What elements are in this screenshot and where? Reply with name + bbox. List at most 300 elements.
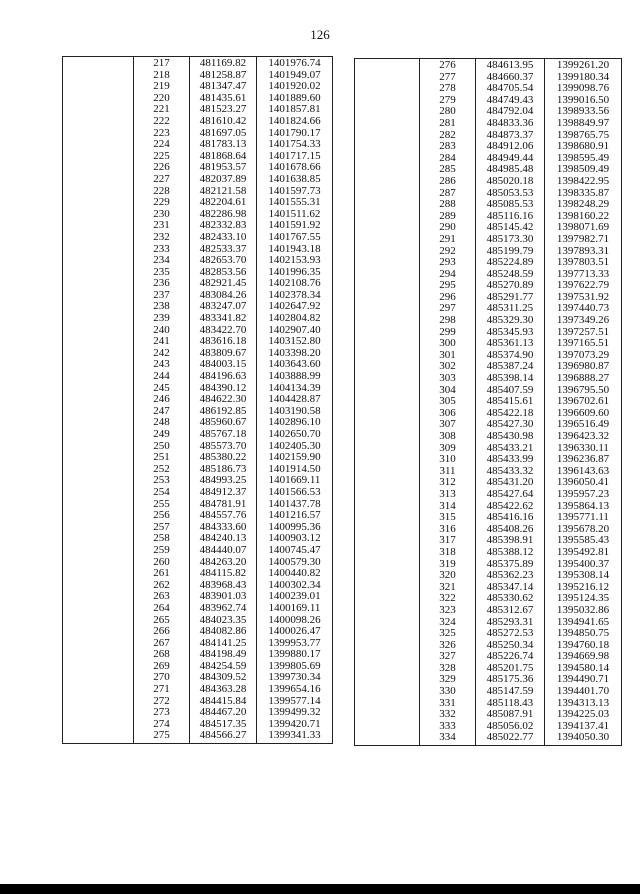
table-cell: 228	[153, 184, 170, 197]
table-cell: 264	[153, 601, 170, 614]
table-cell: 325	[439, 627, 456, 640]
table-cell: 485293.31	[486, 615, 534, 628]
table-cell: 1401216.57	[268, 509, 321, 522]
table-cell: 1399654.16	[268, 683, 321, 696]
table-cell: 1398680.91	[556, 140, 610, 153]
table-cell: 481169.82	[199, 57, 247, 69]
table-cell: 484254.59	[199, 659, 247, 672]
table-cell: 484613.95	[486, 59, 534, 71]
table-cell: 484440.07	[199, 543, 247, 556]
table-cell: 1397440.73	[556, 302, 610, 315]
table-cell: 1402804.82	[268, 312, 321, 325]
table-cell: 258	[153, 532, 170, 545]
table-cell: 298	[439, 314, 456, 327]
table-cell: 286	[439, 174, 456, 187]
table-cell: 484141.25	[199, 636, 247, 649]
table-cell: 1399261.20	[556, 59, 610, 71]
table-cell: 274	[153, 717, 170, 730]
table-cell: 1396516.49	[556, 418, 610, 431]
table-cell: 485329.30	[486, 314, 534, 327]
table-cell: 220	[153, 91, 170, 104]
table-cell: 256	[153, 509, 170, 522]
table-cell: 1394137.41	[556, 719, 610, 732]
table-cell: 267	[153, 636, 170, 649]
table-cell: 483341.82	[199, 312, 247, 325]
table-cell: 1401597.73	[268, 184, 321, 197]
table-cell: 1394490.71	[556, 673, 610, 686]
table-cell: 218	[153, 68, 170, 81]
table-cell: 485056.02	[486, 719, 534, 732]
table-cell: 1398335.87	[556, 186, 610, 199]
table-cell: 311	[439, 464, 456, 477]
table-cell: 1401717.15	[268, 149, 321, 162]
table-cell: 305	[439, 395, 456, 408]
table-cell: 303	[439, 372, 456, 385]
table-cell: 237	[153, 288, 170, 301]
table-cell: 221	[153, 103, 170, 116]
table-cell: 485388.12	[486, 545, 534, 558]
table-cell: 222	[153, 114, 170, 127]
page-number: 126	[310, 27, 330, 42]
table-cell: 485433.21	[486, 441, 534, 454]
table-cell: 485116.16	[486, 209, 534, 222]
table-cell: 485398.91	[486, 534, 534, 547]
table-cell: 485226.74	[486, 650, 534, 663]
table-cell: 322	[439, 592, 456, 605]
table-cell: 1402907.40	[268, 323, 321, 336]
table-cell: 482204.61	[199, 196, 247, 209]
table-cell: 266	[153, 625, 170, 638]
table-cell: 1399180.34	[556, 70, 610, 83]
table-cell: 251	[153, 451, 170, 464]
table-cell: 485347.14	[486, 580, 534, 593]
table-cell: 484833.36	[486, 116, 534, 129]
table-cell: 481258.87	[199, 68, 247, 81]
table-cell: 1398160.22	[556, 209, 610, 222]
table-cell: 485053.53	[486, 186, 534, 199]
table-cell: 1404428.87	[268, 393, 321, 406]
table-cell: 302	[439, 360, 456, 373]
table-cell: 485270.89	[486, 279, 534, 292]
table-cell: 1399880.17	[268, 648, 321, 661]
table-cell: 261	[153, 567, 170, 580]
table-cell: 1400302.34	[268, 578, 321, 591]
table-cell: 1401511.62	[268, 207, 321, 220]
table-cell: 1400745.47	[268, 543, 321, 556]
table-cell: 1394850.75	[556, 627, 610, 640]
table-cell: 484912.37	[199, 485, 247, 498]
table-cell: 1398509.49	[556, 163, 610, 176]
table-cell: 1401857.81	[268, 103, 321, 116]
table-cell: 485427.64	[486, 487, 534, 500]
table-cell: 1397803.51	[556, 256, 610, 269]
table-cell: 482286.98	[199, 207, 247, 220]
table-cell: 485431.20	[486, 476, 534, 489]
table-cell: 265	[153, 613, 170, 626]
scan-border	[0, 884, 640, 894]
table-cell: 485224.89	[486, 256, 534, 269]
table-cell: 332	[439, 708, 456, 721]
table-cell: 299	[439, 325, 456, 338]
table-cell: 233	[153, 242, 170, 255]
table-cell: 315	[439, 511, 456, 524]
table-cell: 257	[153, 520, 170, 533]
table-cell: 1394941.65	[556, 615, 610, 628]
table-cell: 484467.20	[199, 706, 247, 719]
table-cell: 1396330.11	[557, 441, 609, 454]
table-cell: 277	[439, 70, 456, 83]
table-cell: 1401754.33	[268, 138, 321, 151]
table-cell: 483247.07	[199, 300, 247, 313]
table-cell: 1401920.02	[268, 80, 321, 93]
table-cell: 484333.60	[199, 520, 247, 533]
table-cell: 482037.89	[199, 172, 247, 185]
table-cell: 485415.61	[486, 395, 534, 408]
table-cell: 243	[153, 358, 170, 371]
table-cell: 1401889.60	[268, 91, 321, 104]
table-cell: 486192.85	[199, 404, 247, 417]
table-cell: 1394313.13	[556, 696, 610, 709]
table-cell: 295	[439, 279, 456, 292]
table-cell: 262	[153, 578, 170, 591]
table-cell: 313	[439, 487, 456, 500]
table-cell: 297	[439, 302, 456, 315]
table-cell: 1404134.39	[268, 381, 321, 394]
table-cell: 485147.59	[486, 685, 534, 698]
table-cell: 484517.35	[199, 717, 247, 730]
table-cell: 219	[153, 80, 170, 93]
table-cell: 249	[153, 428, 170, 440]
table-cell: 1397893.31	[556, 244, 610, 257]
table-cell: 242	[153, 346, 170, 359]
table-cell: 482653.70	[199, 254, 247, 267]
table-cell: 485407.59	[486, 383, 534, 396]
table-cell: 285	[439, 163, 456, 176]
table-cell: 1399420.71	[268, 717, 321, 730]
table-cell: 301	[439, 348, 456, 361]
table-cell: 485118.43	[486, 696, 534, 709]
table-cell: 294	[439, 267, 456, 280]
table-cell: 1401638.85	[268, 172, 321, 185]
table-cell: 1399341.33	[268, 729, 321, 742]
table-cell: 1396236.87	[556, 453, 610, 466]
table-cell: 254	[153, 485, 170, 498]
table-cell: 485248.59	[486, 267, 534, 280]
table-cell: 1396609.60	[556, 406, 610, 419]
blank-column	[355, 59, 420, 746]
table-cell: 1395771.11	[557, 511, 609, 524]
table-cell: 485345.93	[486, 325, 534, 338]
table-cell: 226	[153, 161, 170, 174]
table-cell: 253	[153, 474, 170, 487]
table-cell: 247	[153, 404, 170, 417]
table-cell: 279	[439, 93, 456, 106]
table-cell: 330	[439, 685, 456, 698]
table-cell: 484309.52	[199, 671, 247, 684]
table-cell: 310	[439, 453, 456, 466]
table-cell: 1402647.92	[268, 300, 321, 313]
table-cell: 1401824.66	[268, 114, 321, 127]
table-cell: 1401669.11	[268, 474, 321, 487]
table-cell: 225	[153, 149, 170, 162]
table-cell: 217	[153, 57, 170, 69]
table-cell: 284	[439, 151, 456, 164]
table-cell: 1401976.74	[268, 57, 321, 69]
table-cell: 481783.13	[199, 138, 247, 151]
table-cell: 1399805.69	[268, 659, 321, 672]
table-cell: 318	[439, 545, 456, 558]
table-cell: 1402405.30	[268, 439, 321, 452]
table-cell: 1398765.75	[556, 128, 610, 141]
table-row	[63, 57, 333, 744]
table-cell: 250	[153, 439, 170, 452]
table-cell: 485380.22	[199, 451, 247, 464]
table-cell: 485430.98	[486, 430, 534, 442]
table-cell: 227	[153, 172, 170, 185]
table-cell: 259	[153, 543, 170, 556]
table-cell: 316	[439, 522, 456, 535]
table-cell: 287	[439, 186, 456, 199]
table-cell: 1400098.26	[268, 613, 321, 626]
table-cell: 485433.99	[486, 453, 534, 466]
table-cell: 276	[439, 59, 456, 71]
table-cell: 236	[153, 277, 170, 290]
table-cell: 1400169.11	[268, 601, 321, 614]
table-cell: 273	[153, 706, 170, 719]
table-cell: 485767.18	[199, 428, 247, 440]
table-cell: 244	[153, 370, 170, 383]
table-cell: 485022.77	[486, 731, 534, 744]
table-cell: 241	[153, 335, 170, 348]
table-cell: 483968.43	[199, 578, 247, 591]
coordinate-table-left	[62, 56, 333, 744]
table-cell: 327	[439, 650, 456, 663]
table-cell: 1401914.50	[268, 462, 321, 475]
table-cell: 1396423.32	[556, 430, 610, 442]
x-coordinate-column	[190, 57, 257, 744]
table-cell: 293	[439, 256, 456, 269]
table-cell: 485312.67	[486, 603, 534, 616]
table-cell: 321	[439, 580, 456, 593]
table-cell: 326	[439, 638, 456, 651]
table-cell: 484949.44	[486, 151, 534, 164]
table-cell: 245	[153, 381, 170, 394]
table-cell: 484363.28	[199, 683, 247, 696]
table-cell: 1401790.17	[268, 126, 321, 139]
table-cell: 1401678.66	[268, 161, 321, 174]
table-cell: 260	[153, 555, 170, 568]
table-cell: 485422.62	[486, 499, 534, 512]
table-cell: 319	[439, 557, 456, 570]
table-cell: 317	[439, 534, 456, 547]
table-cell: 331	[439, 696, 456, 709]
table-cell: 485433.32	[486, 464, 534, 477]
table-cell: 304	[439, 383, 456, 396]
table-cell: 1402650.70	[268, 428, 321, 440]
table-cell: 482853.56	[199, 265, 247, 278]
table-cell: 1400239.01	[268, 590, 321, 603]
table-cell: 292	[439, 244, 456, 257]
table-cell: 309	[439, 441, 456, 454]
table-cell: 312	[439, 476, 456, 489]
table-cell: 1395308.14	[556, 569, 610, 582]
table-cell: 485374.90	[486, 348, 534, 361]
table-cell: 481347.47	[199, 80, 247, 93]
table-cell: 1402896.10	[268, 416, 321, 429]
table-cell: 484622.30	[199, 393, 247, 406]
table-cell: 1399016.50	[556, 93, 610, 106]
table-cell: 484705.54	[486, 82, 534, 95]
table-cell: 328	[439, 661, 456, 674]
table-cell: 1394669.98	[556, 650, 610, 663]
table-cell: 485311.25	[486, 302, 534, 315]
table-cell: 1399730.34	[268, 671, 321, 684]
table-cell: 1401566.53	[268, 485, 321, 498]
table-cell: 485408.26	[486, 522, 534, 535]
table-cell: 1397165.51	[556, 337, 610, 350]
coordinate-table-right	[354, 58, 622, 746]
table-cell: 484115.82	[199, 567, 247, 580]
table-cell: 1403398.20	[268, 346, 321, 359]
table-cell: 484660.37	[486, 70, 534, 83]
table-cell: 483962.74	[199, 601, 247, 614]
table-cell: 484003.15	[199, 358, 247, 371]
table-row	[355, 59, 622, 746]
table-cell: 485201.75	[486, 661, 534, 674]
table-cell: 485573.70	[199, 439, 247, 452]
table-cell: 1398071.69	[556, 221, 610, 234]
table-cell: 263	[153, 590, 170, 603]
table-cell: 1394580.14	[556, 661, 610, 674]
table-cell: 1400026.47	[268, 625, 321, 638]
table-cell: 255	[153, 497, 170, 510]
table-cell: 1403190.58	[268, 404, 321, 417]
table-cell: 1396888.27	[556, 372, 610, 385]
table-cell: 485416.16	[486, 511, 534, 524]
table-cell: 1396143.63	[556, 464, 610, 477]
table-cell: 269	[153, 659, 170, 672]
table-cell: 1399953.77	[268, 636, 321, 649]
table-cell: 485291.77	[486, 290, 534, 303]
table-cell: 324	[439, 615, 456, 628]
table-cell: 485422.18	[486, 406, 534, 419]
table-cell: 1395957.23	[556, 487, 610, 500]
table-cell: 234	[153, 254, 170, 267]
table-cell: 483809.67	[199, 346, 247, 359]
table-cell: 1401943.18	[268, 242, 321, 255]
table-cell: 275	[153, 729, 170, 742]
table-cell: 482433.10	[199, 230, 247, 243]
point-number-column	[134, 57, 190, 744]
table-cell: 482533.37	[199, 242, 247, 255]
table-cell: 485387.24	[486, 360, 534, 373]
table-cell: 224	[153, 138, 170, 151]
table-cell: 1403152.80	[268, 335, 321, 348]
table-cell: 485272.53	[486, 627, 534, 640]
table-cell: 485020.18	[486, 174, 534, 187]
table-cell: 333	[439, 719, 456, 732]
table-cell: 1400579.30	[268, 555, 321, 568]
table-cell: 232	[153, 230, 170, 243]
table-cell: 1398422.95	[556, 174, 610, 187]
table-cell: 484082.86	[199, 625, 247, 638]
table-cell: 229	[153, 196, 170, 209]
table-cell: 1401996.35	[268, 265, 321, 278]
table-cell: 270	[153, 671, 170, 684]
table-cell: 483616.18	[199, 335, 247, 348]
table-cell: 248	[153, 416, 170, 429]
table-cell: 1397531.92	[556, 290, 610, 303]
table-cell: 482332.83	[199, 219, 247, 232]
table-cell: 1399499.32	[268, 706, 321, 719]
table-cell: 1398933.56	[556, 105, 610, 118]
table-cell: 1395400.37	[556, 557, 610, 570]
table-cell: 484263.20	[199, 555, 247, 568]
table-cell: 289	[439, 209, 456, 222]
table-cell: 485330.62	[486, 592, 534, 605]
table-cell: 485145.42	[486, 221, 534, 234]
table-cell: 484781.91	[199, 497, 247, 510]
table-cell: 283	[439, 140, 456, 153]
table-cell: 1395492.81	[556, 545, 610, 558]
table-cell: 484566.27	[199, 729, 247, 742]
table-cell: 482121.58	[199, 184, 247, 197]
table-cell: 1395032.86	[556, 603, 610, 616]
table-cell: 485398.14	[486, 372, 534, 385]
table-cell: 1394760.18	[556, 638, 610, 651]
table-cell: 484240.13	[199, 532, 247, 545]
table-cell: 482921.45	[199, 277, 247, 290]
blank-column	[63, 57, 134, 744]
table-cell: 1394050.30	[556, 731, 610, 744]
table-cell: 485361.13	[486, 337, 534, 350]
table-cell: 231	[153, 219, 170, 232]
table-cell: 291	[439, 232, 456, 245]
y-coordinate-column	[545, 59, 622, 746]
table-cell: 1403643.60	[268, 358, 321, 371]
table-cell: 1400995.36	[268, 520, 321, 533]
table-cell: 1401437.78	[268, 497, 321, 510]
table-cell: 268	[153, 648, 170, 661]
table-cell: 281	[439, 116, 456, 129]
table-cell: 1395678.20	[556, 522, 610, 535]
table-cell: 1397713.33	[556, 267, 610, 280]
point-number-column	[420, 59, 476, 746]
table-cell: 481868.64	[199, 149, 247, 162]
table-cell: 323	[439, 603, 456, 616]
table-cell: 223	[153, 126, 170, 139]
table-cell: 1396795.50	[556, 383, 610, 396]
table-cell: 1401949.07	[268, 68, 321, 81]
table-cell: 1402108.76	[268, 277, 321, 290]
table-cell: 306	[439, 406, 456, 419]
table-cell: 481697.05	[199, 126, 247, 139]
table-cell: 1395216.12	[556, 580, 610, 593]
table-cell: 484390.12	[199, 381, 247, 394]
table-cell: 1399577.14	[268, 694, 321, 707]
table-cell: 485960.67	[199, 416, 247, 429]
table-cell: 485362.23	[486, 569, 534, 582]
table-cell: 484912.06	[486, 140, 534, 153]
table-cell: 484023.35	[199, 613, 247, 626]
table-cell: 1397257.51	[556, 325, 610, 338]
table-cell: 485427.30	[486, 418, 534, 431]
table-cell: 282	[439, 128, 456, 141]
table-cell: 238	[153, 300, 170, 313]
table-cell: 320	[439, 569, 456, 582]
table-cell: 1394401.70	[556, 685, 610, 698]
table-cell: 1396980.87	[556, 360, 610, 373]
